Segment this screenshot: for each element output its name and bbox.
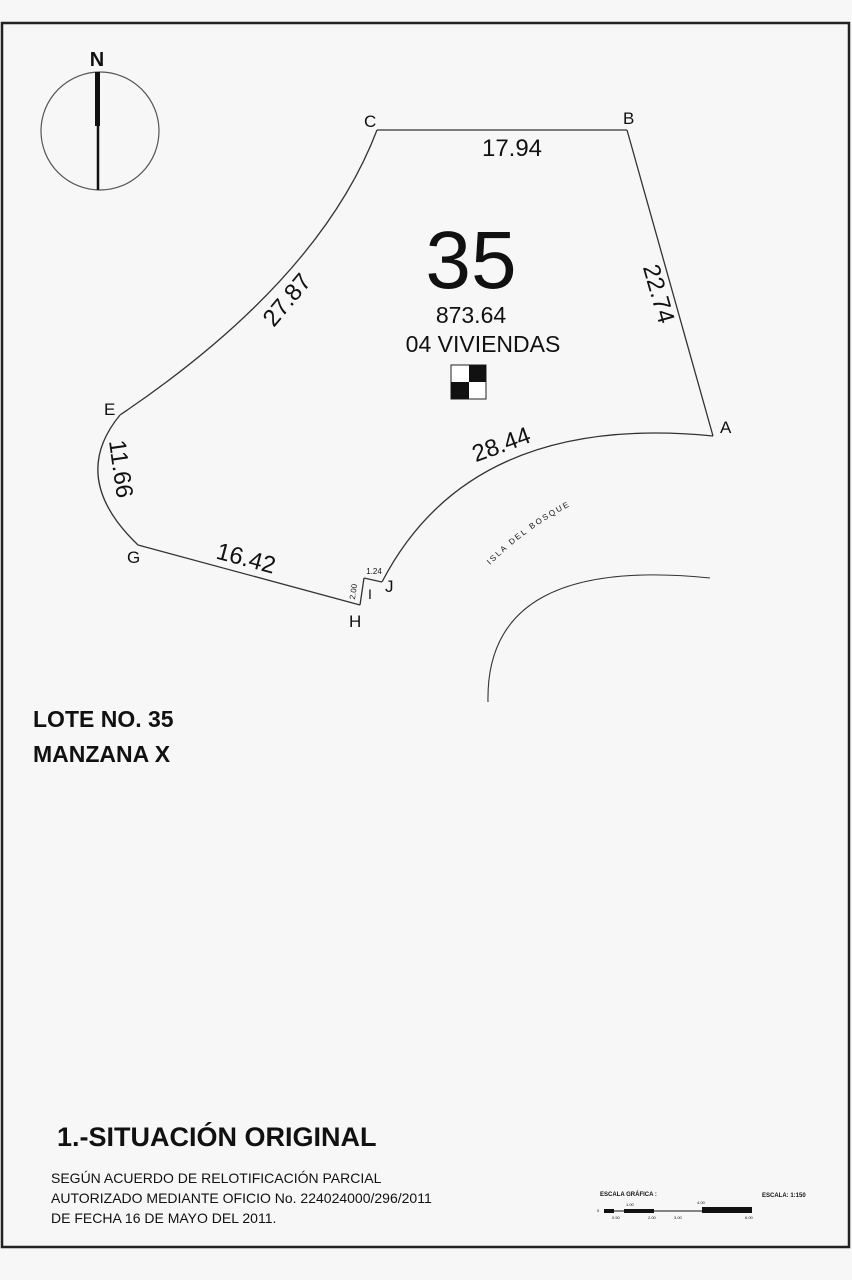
dim-cb: 17.94 xyxy=(481,135,543,162)
note-line1: SEGÚN ACUERDO DE RELOTIFICACIÓN PARCIAL xyxy=(51,1170,382,1186)
scale-seg-3 xyxy=(702,1207,752,1213)
boundary-j-a xyxy=(382,433,713,582)
section-title: 1.-SITUACIÓN ORIGINAL xyxy=(57,1122,377,1152)
dim-ba: 22.74 xyxy=(636,261,680,327)
street-name-path: ISLA DEL BOSQUE xyxy=(485,499,572,567)
dim-ce: 27.87 xyxy=(257,268,317,332)
note-line2: AUTORIZADO MEDIANTE OFICIO No. 224024000/296/2011 xyxy=(51,1190,432,1206)
scale-label: ESCALA GRÁFICA : xyxy=(600,1192,657,1198)
scale-seg-2 xyxy=(624,1209,654,1213)
lot-title-line1: LOTE NO. 35 xyxy=(33,706,174,732)
graphic-scale xyxy=(597,1191,806,1220)
dim-hi: 2.00 xyxy=(347,583,360,600)
scale-seg-1 xyxy=(604,1209,614,1213)
dimension-labels xyxy=(103,135,679,600)
agreement-note xyxy=(51,1170,432,1226)
boundary-c-e xyxy=(120,130,377,415)
vertex-c: C xyxy=(364,112,377,131)
vertex-e: E xyxy=(104,400,116,419)
scale-tick-3: 4.00 xyxy=(697,1200,705,1205)
inner-curve xyxy=(488,575,710,702)
dim-gh: 16.42 xyxy=(213,537,279,580)
north-needle-half xyxy=(95,72,100,126)
vertex-a: A xyxy=(720,418,732,437)
dim-ij: 1.24 xyxy=(366,567,382,576)
vertex-i: I xyxy=(368,586,372,602)
sheet-border xyxy=(2,23,849,1247)
street-name xyxy=(485,499,572,566)
note-line3: DE FECHA 16 DE MAYO DEL 2011. xyxy=(51,1210,277,1226)
lot-units: 04 VIVIENDAS xyxy=(405,331,561,357)
lot-title xyxy=(33,706,174,767)
vertex-j: J xyxy=(385,577,394,596)
boundary-i-j xyxy=(364,578,382,582)
lot-title-line2: MANZANA X xyxy=(33,741,171,767)
scale-tick-6: 3.00 xyxy=(674,1215,682,1220)
scale-tick-1: 1.00 xyxy=(626,1202,634,1207)
scale-tick-0: 0 xyxy=(597,1208,600,1213)
lot-area: 873.64 xyxy=(435,302,507,328)
north-arrow xyxy=(41,49,159,190)
boundary-h-i xyxy=(360,578,364,605)
vertex-labels xyxy=(104,109,732,631)
checker-symbol xyxy=(451,365,486,399)
scale-ratio: ESCALA: 1:150 xyxy=(762,1193,806,1199)
vertex-h: H xyxy=(349,612,362,631)
vertex-g: G xyxy=(127,548,141,567)
dim-eg: 11.66 xyxy=(103,438,138,500)
vertex-b: B xyxy=(623,109,635,128)
lot-number: 35 xyxy=(425,215,517,306)
scale-tick-2: 2.00 xyxy=(648,1215,656,1220)
dim-ja: 28.44 xyxy=(468,421,535,468)
lot-boundary xyxy=(98,130,713,702)
north-label: N xyxy=(89,49,105,71)
lot-info xyxy=(406,215,561,399)
scale-tick-5: 0.50 xyxy=(612,1215,620,1220)
scale-tick-4: 6.00 xyxy=(745,1215,753,1220)
